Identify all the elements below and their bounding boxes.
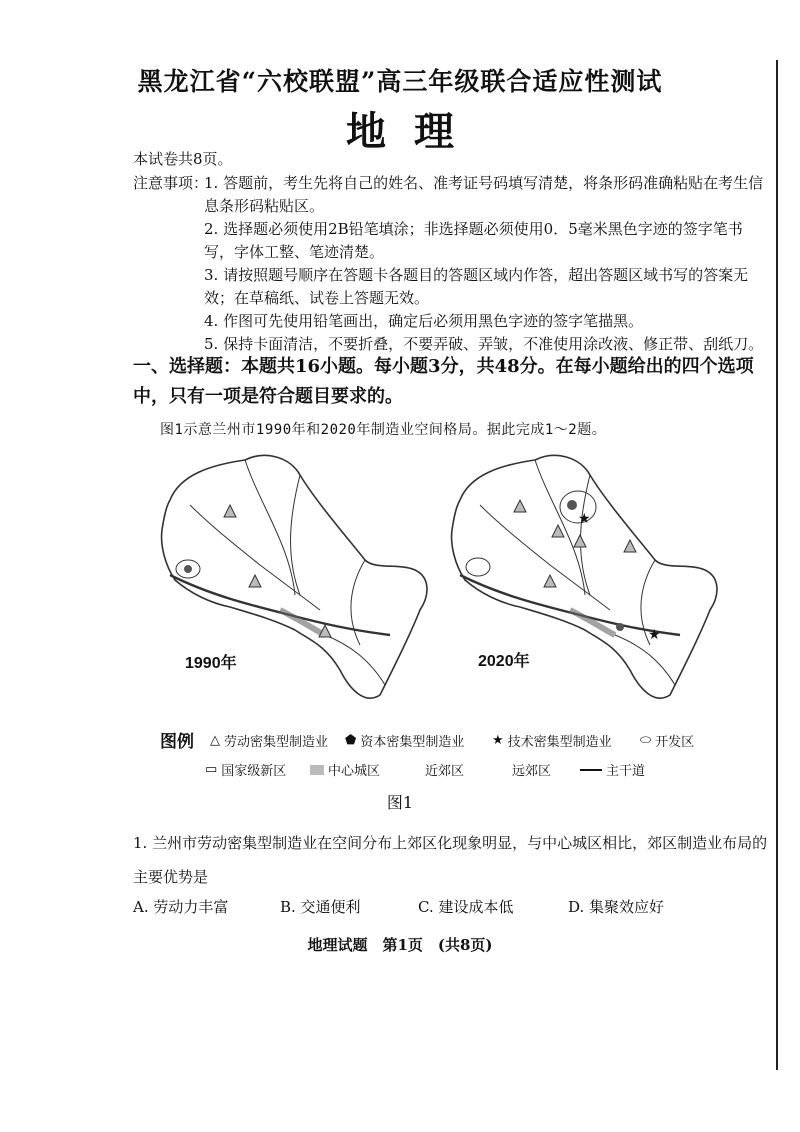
legend-far: [512, 760, 551, 779]
triangle-icon: △: [210, 733, 220, 748]
note-2: 2. 选择题必须使用2B铅笔填涂；非选择题必须使用0．5毫米黑色字迹的签字笔书写，字体工整、笔迹清楚。: [204, 220, 743, 261]
labor-intensive-marker: [249, 575, 261, 587]
note-3: 3. 请按照题号顺序在答题卡各题目的答题区域内作答，超出答题区域书写的答案无效；在草稿纸、试卷上答题无效。: [204, 266, 749, 307]
map-1990-symbols: [176, 505, 331, 637]
option-c: C. 建设成本低: [418, 898, 514, 916]
legend-road-label: 主干道: [606, 764, 646, 779]
capital-symbol-icon: ⬟: [345, 733, 357, 748]
tech-intensive-marker: ★: [578, 511, 591, 527]
road-line-icon: [580, 769, 602, 771]
legend-tech-label: 技术密集型制造业: [507, 735, 612, 750]
labor-intensive-marker: [224, 505, 236, 517]
tech-intensive-marker: ★: [648, 627, 661, 643]
center-area-swatch-icon: [310, 765, 324, 775]
notes-label: 注意事项：: [133, 174, 209, 192]
question-1-stem: 1. 兰州市劳动密集型制造业在空间分布上郊区化现象明显，与中心城区相比，郊区制造业布局的主要优势是: [133, 834, 768, 886]
section-heading: 一、选择题：本题共16小题。每小题3分，共48分。在每小题给出的四个选项中，只有一项是符合题目要求的。: [133, 356, 754, 407]
note-5: 5. 保持卡面清洁，不要折叠，不要弄破、弄皱，不准使用涂改液、修正带、刮纸刀。: [204, 335, 764, 353]
option-b: B. 交通便利: [280, 898, 361, 916]
legend-near: [425, 760, 464, 779]
note-4: 4. 作图可先使用铅笔画出，确定后必须用黑色字迹的签字笔描黑。: [204, 312, 644, 330]
legend-center-label: 中心城区: [328, 764, 381, 779]
page-count: 本试卷共8页。: [133, 150, 233, 168]
year-label-1990: 1990年: [185, 655, 237, 672]
legend-devzone: [640, 731, 694, 750]
year-label-2020: 2020年: [478, 653, 530, 670]
legend-newarea-label: 国家级新区: [221, 764, 287, 779]
capital-intensive-marker: [616, 623, 624, 631]
legend-center: [310, 760, 380, 779]
rounded-rect-icon: ▭: [205, 762, 218, 777]
labor-intensive-marker: [514, 500, 526, 512]
capital-intensive-marker: [184, 565, 192, 573]
page-footer: 地理试题 第1页 (共8页): [307, 936, 493, 954]
legend-devzone-label: 开发区: [655, 735, 695, 750]
legend-capital: [345, 731, 464, 750]
capital-intensive-marker: [567, 500, 577, 510]
legend-tech: [492, 731, 612, 750]
development-zone-marker: [466, 558, 490, 576]
legend-near-label: 近郊区: [425, 764, 465, 779]
option-d: D. 集聚效应好: [568, 898, 665, 916]
legend-road: [580, 760, 645, 779]
legend-labor-label: 劳动密集型制造业: [224, 735, 329, 750]
option-a: A. 劳动力丰富: [133, 898, 229, 916]
star-icon: ★: [492, 733, 504, 748]
labor-intensive-marker: [544, 575, 556, 587]
figure-caption: 图1示意兰州市1990年和2020年制造业空间格局。据此完成1～2题。: [160, 422, 607, 438]
figure-maps: [150, 445, 730, 725]
note-1: 1. 答题前，考生先将自己的姓名、准考证号码填写清楚，将条形码准确粘贴在考生信息条形码粘贴区。: [204, 174, 764, 215]
legend-labor: [210, 731, 328, 750]
legend-title: 图例: [160, 732, 194, 752]
labor-intensive-marker: [552, 525, 564, 537]
ellipse-icon: ⬭: [640, 733, 652, 748]
labor-intensive-marker: [574, 535, 586, 547]
legend-far-label: 远郊区: [512, 764, 552, 779]
subject-title: 地理: [346, 108, 482, 155]
exam-title: 黑龙江省“六校联盟”高三年级联合适应性测试: [137, 67, 663, 96]
legend-newarea: [205, 760, 286, 779]
legend-capital-label: 资本密集型制造业: [360, 735, 465, 750]
figure-label: 图1: [386, 793, 414, 812]
labor-intensive-marker: [624, 540, 636, 552]
page-edge-line: [776, 60, 778, 1070]
